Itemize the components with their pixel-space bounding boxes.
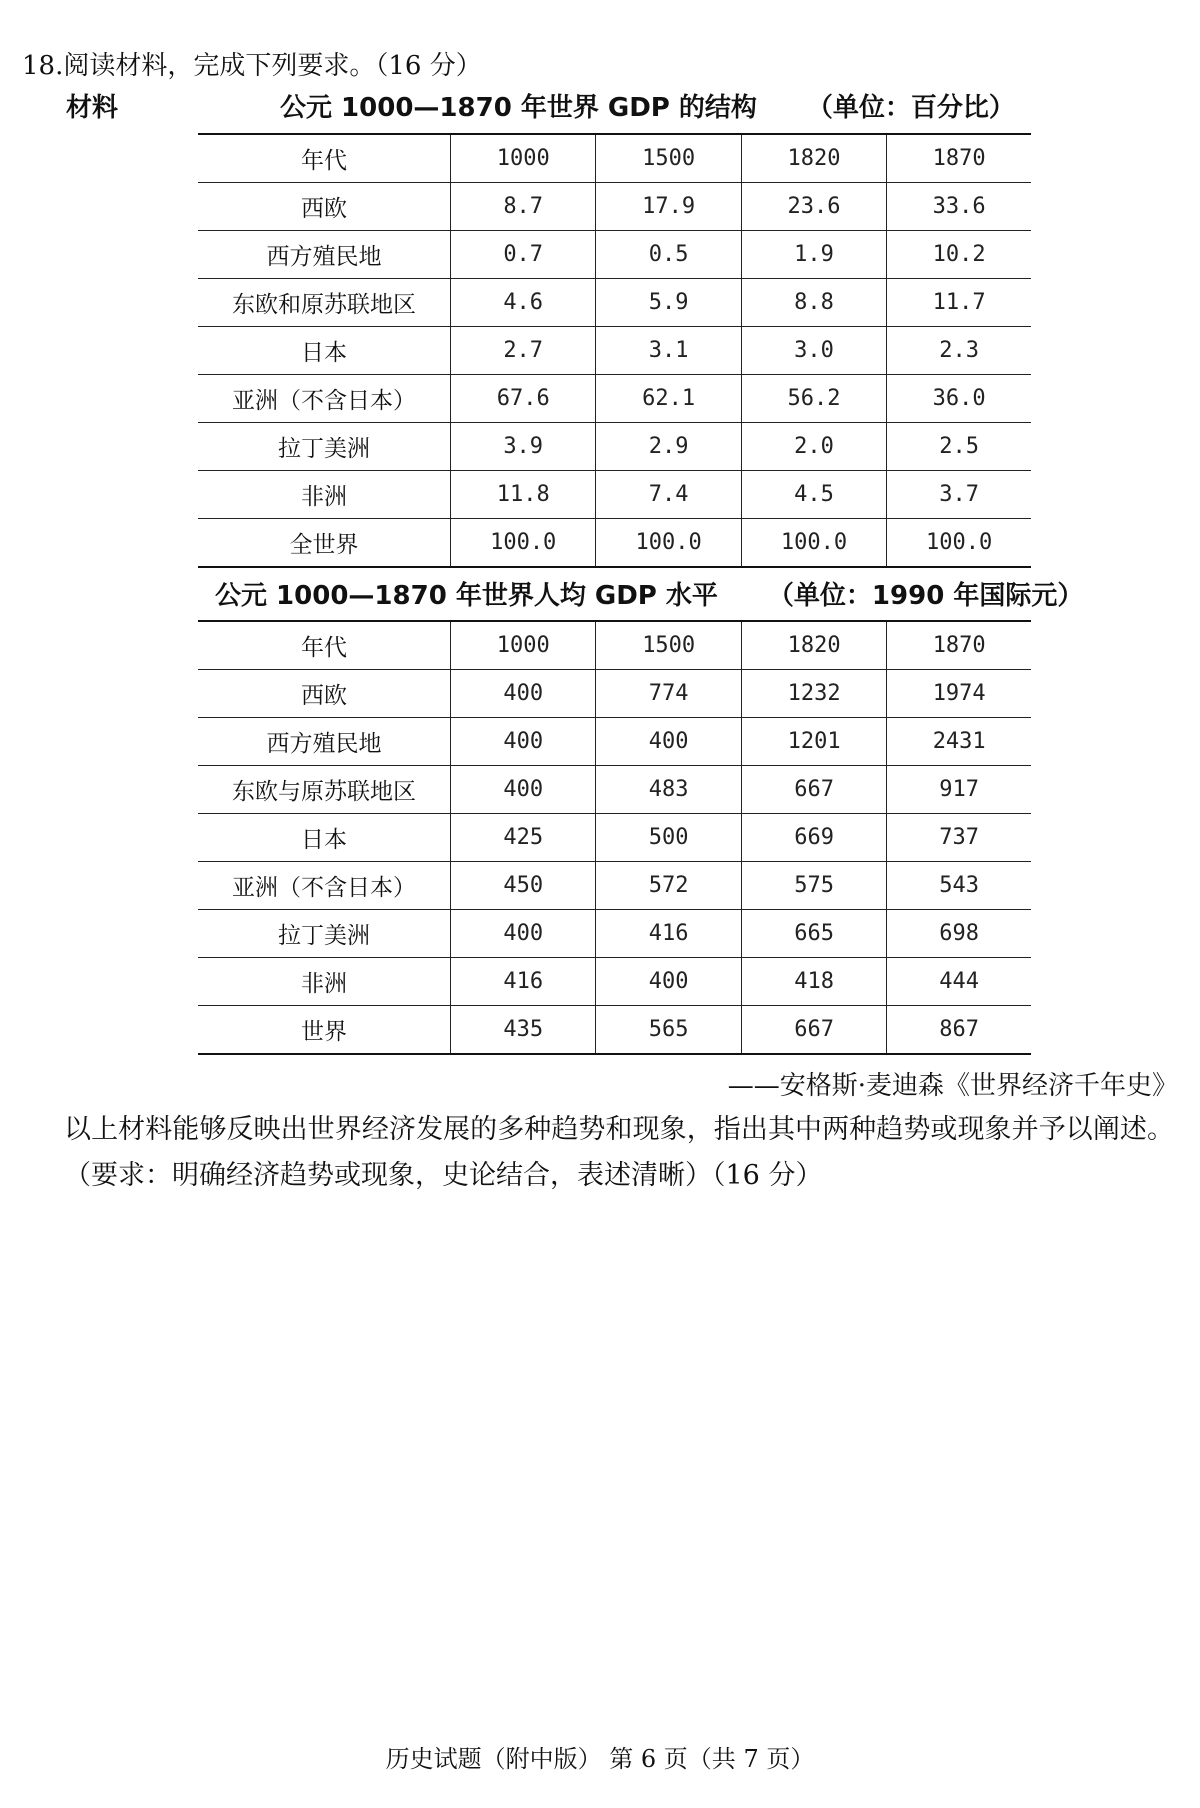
value-cell: 36.0	[887, 375, 1031, 423]
value-cell: 10.2	[887, 231, 1031, 279]
table-row	[198, 958, 1031, 1006]
value-cell: 2.0	[741, 423, 886, 471]
value-cell: 3.1	[596, 327, 741, 375]
region-cell: 东欧与原苏联地区	[198, 766, 451, 814]
value-cell: 2.9	[596, 423, 741, 471]
value-cell: 2.5	[887, 423, 1031, 471]
value-cell: 5.9	[596, 279, 741, 327]
question-instruction: 以上材料能够反映出世界经济发展的多种趋势和现象，指出其中两种趋势或现象并予以阐述。（要求：明确经济趋势或现象，史论结合，表述清晰）（16 分）	[64, 1114, 1174, 1191]
region-cell: 非洲	[198, 471, 451, 519]
header-label-cell: 年代	[198, 134, 451, 183]
year-header-cell: 1870	[887, 134, 1031, 183]
gdp-structure-table	[198, 133, 1031, 568]
value-cell: 67.6	[451, 375, 596, 423]
table-header-row	[198, 134, 1031, 183]
value-cell: 867	[887, 1006, 1031, 1055]
region-cell: 西方殖民地	[198, 718, 451, 766]
question-header: 18.阅读材料，完成下列要求。（16 分）	[22, 51, 482, 81]
value-cell: 2431	[887, 718, 1031, 766]
region-cell: 非洲	[198, 958, 451, 1006]
value-cell: 698	[887, 910, 1031, 958]
region-cell: 东欧和原苏联地区	[198, 279, 451, 327]
value-cell: 416	[596, 910, 741, 958]
table-row	[198, 862, 1031, 910]
region-cell: 日本	[198, 327, 451, 375]
table-row	[198, 670, 1031, 718]
source-citation: ——安格斯·麦迪森《世界经济千年史》	[727, 1071, 1178, 1101]
table1-title: 公元 1000—1870 年世界 GDP 的结构	[280, 93, 757, 123]
table-row	[198, 231, 1031, 279]
value-cell: 400	[451, 910, 596, 958]
value-cell: 3.9	[451, 423, 596, 471]
table-row	[198, 375, 1031, 423]
value-cell: 2.3	[887, 327, 1031, 375]
year-header-cell: 1000	[451, 621, 596, 670]
value-cell: 0.5	[596, 231, 741, 279]
gdp-structure-table-body	[198, 134, 1031, 567]
value-cell: 1201	[741, 718, 886, 766]
region-cell: 全世界	[198, 519, 451, 568]
value-cell: 100.0	[596, 519, 741, 568]
value-cell: 416	[451, 958, 596, 1006]
value-cell: 1232	[741, 670, 886, 718]
value-cell: 400	[451, 718, 596, 766]
value-cell: 565	[596, 1006, 741, 1055]
region-cell: 拉丁美洲	[198, 423, 451, 471]
value-cell: 665	[741, 910, 886, 958]
value-cell: 575	[741, 862, 886, 910]
table2-title: 公元 1000—1870 年世界人均 GDP 水平	[215, 581, 718, 611]
table-row	[198, 183, 1031, 231]
value-cell: 3.7	[887, 471, 1031, 519]
value-cell: 17.9	[596, 183, 741, 231]
value-cell: 1974	[887, 670, 1031, 718]
value-cell: 7.4	[596, 471, 741, 519]
year-header-cell: 1870	[887, 621, 1031, 670]
value-cell: 667	[741, 766, 886, 814]
value-cell: 450	[451, 862, 596, 910]
value-cell: 500	[596, 814, 741, 862]
table-row	[198, 910, 1031, 958]
region-cell: 日本	[198, 814, 451, 862]
region-cell: 西欧	[198, 183, 451, 231]
value-cell: 737	[887, 814, 1031, 862]
value-cell: 774	[596, 670, 741, 718]
value-cell: 669	[741, 814, 886, 862]
gdp-per-capita-table	[198, 620, 1031, 1055]
table-row	[198, 519, 1031, 568]
value-cell: 400	[596, 958, 741, 1006]
table-row	[198, 471, 1031, 519]
value-cell: 8.8	[741, 279, 886, 327]
value-cell: 23.6	[741, 183, 886, 231]
value-cell: 425	[451, 814, 596, 862]
value-cell: 11.8	[451, 471, 596, 519]
table-row	[198, 766, 1031, 814]
value-cell: 100.0	[887, 519, 1031, 568]
table-row	[198, 279, 1031, 327]
table2-unit: （单位：1990 年国际元）	[767, 581, 1084, 611]
header-label-cell: 年代	[198, 621, 451, 670]
year-header-cell: 1000	[451, 134, 596, 183]
value-cell: 4.5	[741, 471, 886, 519]
table2-title-line	[215, 578, 1083, 614]
value-cell: 56.2	[741, 375, 886, 423]
year-header-cell: 1820	[741, 134, 886, 183]
page-footer: 历史试题（附中版） 第 6 页（共 7 页）	[385, 1745, 815, 1773]
table-row	[198, 814, 1031, 862]
value-cell: 100.0	[451, 519, 596, 568]
value-cell: 483	[596, 766, 741, 814]
year-header-cell: 1820	[741, 621, 886, 670]
value-cell: 444	[887, 958, 1031, 1006]
value-cell: 435	[451, 1006, 596, 1055]
value-cell: 667	[741, 1006, 886, 1055]
value-cell: 1.9	[741, 231, 886, 279]
region-cell: 拉丁美洲	[198, 910, 451, 958]
value-cell: 418	[741, 958, 886, 1006]
table-row	[198, 1006, 1031, 1055]
table-row	[198, 327, 1031, 375]
year-header-cell: 1500	[596, 134, 741, 183]
value-cell: 400	[451, 766, 596, 814]
region-cell: 西方殖民地	[198, 231, 451, 279]
value-cell: 3.0	[741, 327, 886, 375]
value-cell: 400	[596, 718, 741, 766]
value-cell: 2.7	[451, 327, 596, 375]
value-cell: 100.0	[741, 519, 886, 568]
table-header-row	[198, 621, 1031, 670]
value-cell: 11.7	[887, 279, 1031, 327]
value-cell: 400	[451, 670, 596, 718]
region-cell: 亚洲（不含日本）	[198, 862, 451, 910]
value-cell: 0.7	[451, 231, 596, 279]
table-row	[198, 718, 1031, 766]
value-cell: 543	[887, 862, 1031, 910]
region-cell: 世界	[198, 1006, 451, 1055]
table1-unit: （单位：百分比）	[806, 93, 1015, 123]
value-cell: 62.1	[596, 375, 741, 423]
table-row	[198, 423, 1031, 471]
value-cell: 33.6	[887, 183, 1031, 231]
value-cell: 4.6	[451, 279, 596, 327]
material-label: 材料	[66, 93, 119, 123]
table1-title-line	[280, 90, 1015, 126]
value-cell: 917	[887, 766, 1031, 814]
region-cell: 亚洲（不含日本）	[198, 375, 451, 423]
value-cell: 572	[596, 862, 741, 910]
year-header-cell: 1500	[596, 621, 741, 670]
region-cell: 西欧	[198, 670, 451, 718]
gdp-per-capita-table-body	[198, 621, 1031, 1054]
value-cell: 8.7	[451, 183, 596, 231]
